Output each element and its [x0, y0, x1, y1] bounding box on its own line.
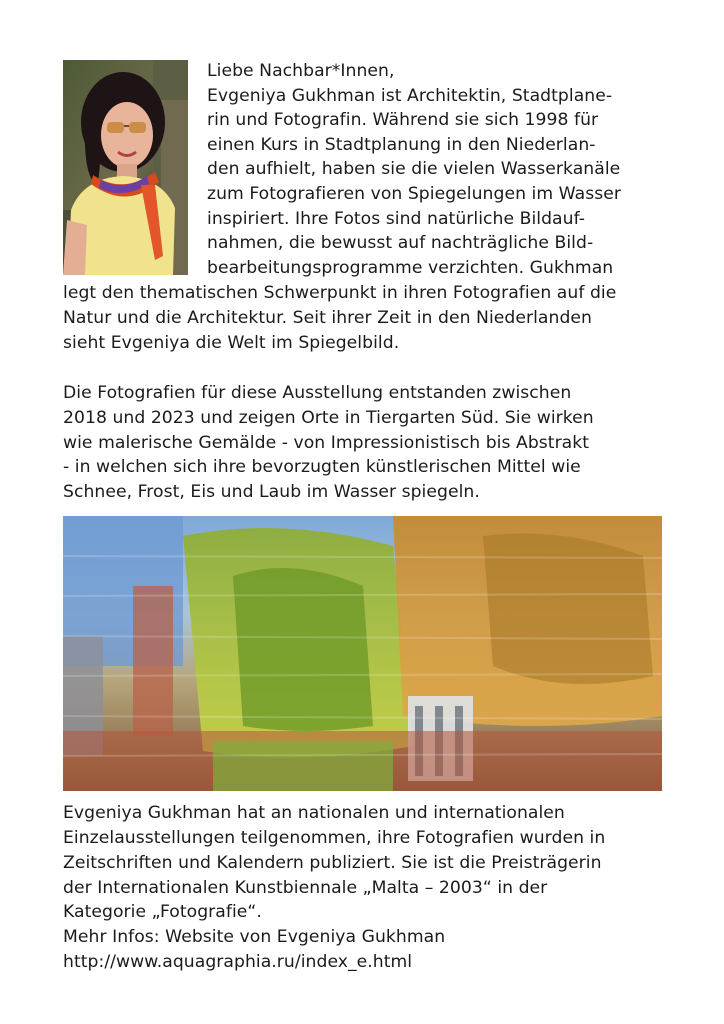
intro-line: nahmen, die bewusst auf nachträgliche Bild- — [207, 233, 594, 253]
bio-line: der Internationalen Kunstbiennale „Malta – 2003“ in der — [63, 878, 548, 898]
greeting-line: Liebe Nachbar*Innen, — [207, 61, 395, 81]
intro-line: inspiriert. Ihre Fotos sind natürliche Bildauf- — [207, 209, 585, 229]
bio-line: Zeitschriften und Kalendern publiziert. Sie ist die Preisträgerin — [63, 853, 602, 873]
bio-line: Evgeniya Gukhman hat an nationalen und internationalen — [63, 803, 565, 823]
intro-line: Evgeniya Gukhman ist Architektin, Stadtplane- — [207, 86, 613, 106]
intro-line: bearbeitungsprogramme verzichten. Gukhman — [207, 258, 614, 278]
intro-line: legt den thematischen Schwerpunkt in ihren Fotografien auf die — [63, 283, 617, 303]
exhibition-line: Schnee, Frost, Eis und Laub im Wasser spiegeln. — [63, 482, 480, 502]
exhibition-line: Die Fotografien für diese Ausstellung entstanden zwischen — [63, 383, 572, 403]
intro-line: zum Fotografieren von Spiegelungen im Wasser — [207, 184, 621, 204]
intro-line: einen Kurs in Stadtplanung in den Niederlan- — [207, 135, 596, 155]
reflection-illustration — [63, 516, 662, 791]
artist-portrait-photo — [63, 60, 188, 275]
bio-line: Einzelausstellungen teilgenommen, ihre Fotografien wurden in — [63, 828, 606, 848]
website-link[interactable]: http://www.aquagraphia.ru/index_e.html — [63, 952, 413, 972]
intro-line: rin und Fotografin. Während sie sich 1998 für — [207, 110, 599, 130]
intro-line: den aufhielt, haben sie die vielen Wasserkanäle — [207, 159, 621, 179]
intro-line: Natur und die Architektur. Seit ihrer Zeit in den Niederlanden — [63, 308, 592, 328]
more-info-label: Mehr Infos: Website von Evgeniya Gukhman — [63, 927, 446, 947]
bio-line: Kategorie „Fotografie“. — [63, 902, 262, 922]
water-reflection-photo — [63, 516, 662, 791]
intro-line: sieht Evgeniya die Welt im Spiegelbild. — [63, 333, 400, 353]
exhibition-line: 2018 und 2023 und zeigen Orte in Tiergarten Süd. Sie wirken — [63, 408, 594, 428]
exhibition-line: - in welchen sich ihre bevorzugten künstlerischen Mittel wie — [63, 457, 581, 477]
exhibition-line: wie malerische Gemälde - von Impressionistisch bis Abstrakt — [63, 433, 590, 453]
portrait-illustration — [63, 60, 188, 275]
